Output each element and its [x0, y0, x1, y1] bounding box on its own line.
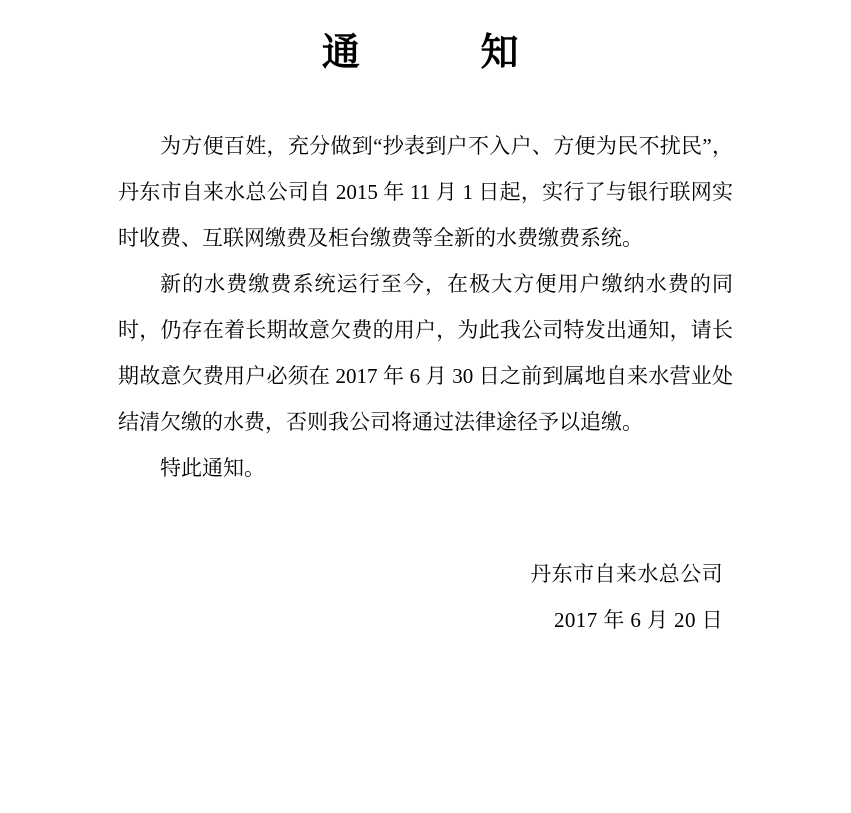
document-body [118, 123, 733, 491]
signature-organization: 丹东市自来水总公司 [530, 562, 723, 587]
signature-block [118, 551, 733, 643]
paragraph-1: 为方便百姓，充分做到“抄表到户不入户、方便为民不扰民”，丹东市自来水总公司自 2015 年 11 月 1 日起，实行了与银行联网实时收费、互联网缴费及柜台缴费等全新的水费缴费系统。 [118, 134, 733, 251]
page-title-char-second: 知 [480, 32, 530, 74]
page-title-char-first: 通 [321, 32, 371, 74]
page-title [118, 0, 733, 81]
signature-date: 2017 年 6 月 20 日 [553, 608, 723, 633]
paragraph-2: 新的水费缴费系统运行至今，在极大方便用户缴纳水费的同时，仍存在着长期故意欠费的用户，为此我公司特发出通知，请长期故意欠费用户必须在 2017 年 6 月 30 日之前到属地自来水营业处结清欠缴的水费，否则我公司将通过法律途径予以追缴。 [118, 272, 733, 435]
paragraph-3: 特此通知。 [160, 456, 265, 481]
